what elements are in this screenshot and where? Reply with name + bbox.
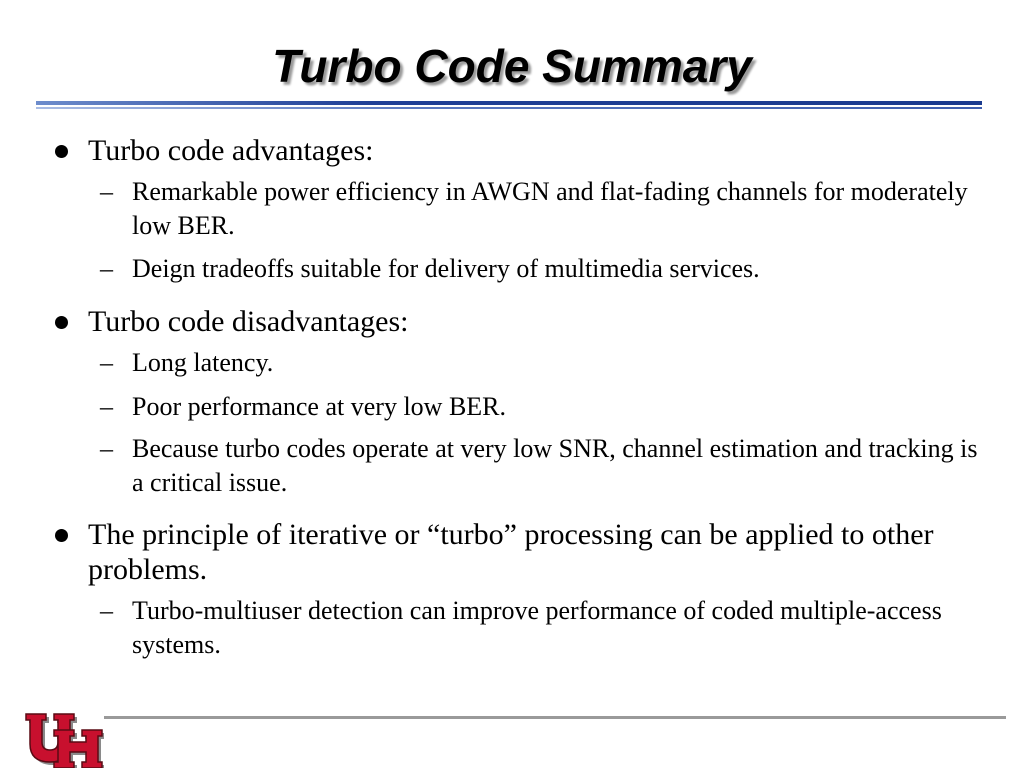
sub-bullet-text: Turbo-multiuser detection can improve performance of coded multiple-access systems. — [132, 596, 942, 659]
sub-bullet-poor-performance — [100, 390, 980, 424]
bullet-text: The principle of iterative or “turbo” processing can be applied to other problems. — [88, 518, 934, 586]
sub-bullet-text: Remarkable power efficiency in AWGN and flat-fading channels for moderately low BER. — [132, 177, 968, 240]
sub-bullet-turbo-multiuser — [100, 594, 980, 662]
sub-bullet-channel-estimation — [100, 432, 980, 500]
bullet-text: Turbo code disadvantages: — [88, 305, 409, 338]
bullet-disadvantages — [48, 304, 988, 339]
dash-icon: – — [100, 348, 113, 377]
bullet-text: Turbo code advantages: — [88, 134, 374, 167]
dash-icon: – — [100, 596, 113, 625]
dash-icon: – — [100, 254, 113, 283]
sub-bullet-long-latency — [100, 346, 980, 380]
sub-bullet-text: Long latency. — [132, 348, 274, 377]
sub-bullet-text: Because turbo codes operate at very low SNR, channel estimation and tracking is a critical issue. — [132, 434, 978, 497]
bullet-iterative-principle — [48, 517, 988, 587]
bullet-dot-icon — [55, 529, 68, 542]
slide-title: Turbo Code Summary — [272, 40, 752, 92]
bullet-dot-icon — [55, 145, 68, 158]
sub-bullet-text: Deign tradeoffs suitable for delivery of multimedia services. — [132, 254, 760, 283]
uh-logo-icon — [24, 712, 104, 768]
dash-icon: – — [100, 434, 113, 463]
bullet-advantages — [48, 133, 988, 168]
dash-icon: – — [100, 177, 113, 206]
dash-icon: – — [100, 392, 113, 421]
footer-divider — [104, 716, 1006, 719]
bullet-dot-icon — [55, 316, 68, 329]
sub-bullet-power-efficiency — [100, 175, 980, 243]
sub-bullet-text: Poor performance at very low BER. — [132, 392, 507, 421]
sub-bullet-design-tradeoffs — [100, 252, 980, 286]
